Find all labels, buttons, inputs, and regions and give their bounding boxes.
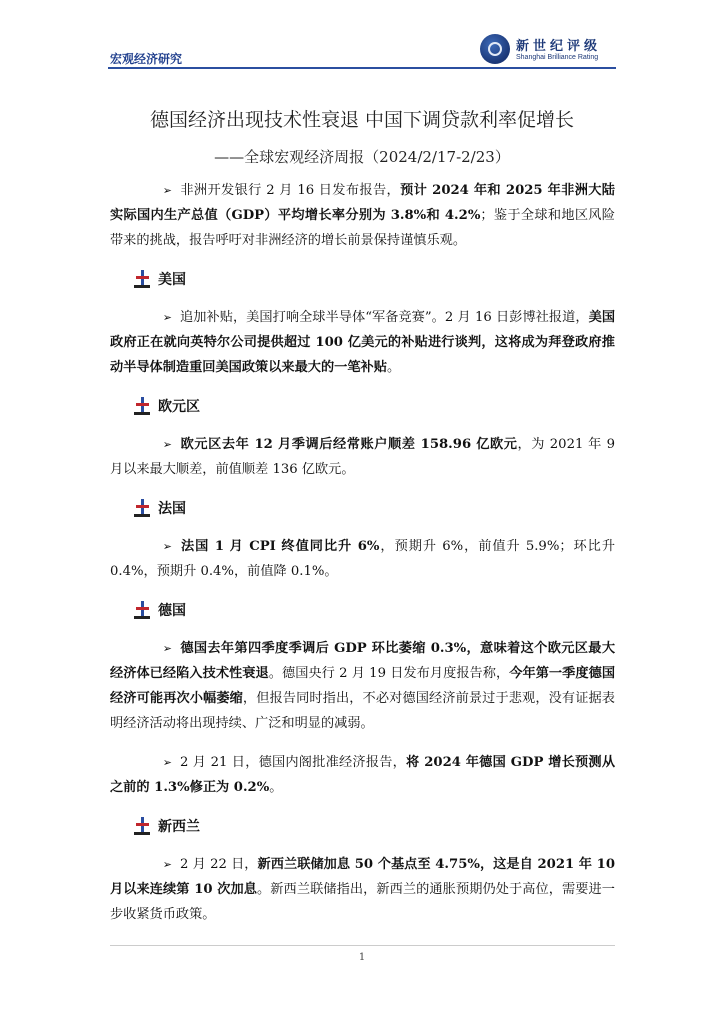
- bullet-arrow-icon: ➢: [162, 438, 172, 451]
- text-run: ，为 2021 年 9 月以来最大顺差，前值顺差 136 亿欧元。: [110, 437, 616, 477]
- bold-text-run: 欧元区去年 12 月季调后经常账户顺差 158.96 亿欧元: [180, 437, 518, 452]
- header-section-name: 宏观经济研究: [110, 52, 183, 66]
- us-paragraph: [110, 305, 615, 380]
- bullet-arrow-icon: ➢: [162, 642, 172, 655]
- section-marker-icon: [134, 270, 150, 288]
- intro-paragraph: [110, 178, 615, 253]
- section-marker-icon: [134, 817, 150, 835]
- logo-emblem-icon: [480, 34, 510, 64]
- document-title: 德国经济出现技术性衰退 中国下调贷款利率促增长: [149, 109, 575, 131]
- section-heading-nz: [134, 814, 615, 838]
- text-run: 。: [386, 360, 401, 375]
- document-subtitle: ——全球宏观经济周报（2024/2/17-2/23）: [214, 148, 510, 166]
- section-heading-germany: [134, 598, 615, 622]
- section-heading-euro: [134, 394, 615, 418]
- logo-chinese-text: 新世纪评级: [516, 39, 602, 54]
- text-run: 2 月 21 日，德国内阁批准经济报告，: [180, 755, 407, 770]
- bold-text-run: 法国 1 月 CPI 终值同比升 6%: [180, 539, 380, 554]
- text-run: 非洲开发银行 2 月 16 日发布报告，: [180, 183, 401, 198]
- bold-text-run: 今年第一季度德国经济可能再次小幅萎缩: [110, 666, 616, 706]
- bold-text-run: 新西兰联储加息 50 个基点至 4.75%，这是自 2021 年 10 月以来连续第 10 次加息: [110, 857, 616, 897]
- france-paragraph: [110, 534, 615, 584]
- bullet-arrow-icon: ➢: [162, 184, 172, 197]
- text-run: 追加补贴，美国打响全球半导体“军备竞赛”。2 月 16 日彭博社报道，: [180, 310, 589, 325]
- bold-text-run: 将 2024 年德国 GDP 增长预测从之前的 1.3%修正为 0.2%: [110, 755, 616, 795]
- section-title: 法国: [158, 501, 186, 517]
- section-title: 德国: [158, 603, 186, 619]
- bullet-arrow-icon: ➢: [162, 858, 172, 871]
- germany-paragraph-2: [110, 750, 615, 800]
- euro-paragraph: [110, 432, 615, 482]
- header-divider: [108, 67, 616, 69]
- nz-paragraph: [110, 852, 615, 927]
- section-heading-france: [134, 496, 615, 520]
- bold-text-run: 德国去年第四季度季调后 GDP 环比萎缩 0.3%，意味着这个欧元区最大经济体已经陷入技术性衰退: [110, 641, 615, 681]
- germany-paragraph-1: [110, 636, 615, 736]
- bold-text-run: 预计 2024 年和 2025 年非洲大陆实际国内生产总值（GDP）平均增长率分别为 3.8%和 4.2%: [110, 183, 615, 223]
- text-run: ，但报告同时指出，不必对德国经济前景过于悲观，没有证据表明经济活动将出现持续、广泛和明显的减弱。: [110, 691, 615, 731]
- section-title: 欧元区: [158, 399, 200, 415]
- text-run: 2 月 22 日，: [180, 857, 258, 872]
- bullet-arrow-icon: ➢: [162, 540, 172, 553]
- bullet-arrow-icon: ➢: [162, 756, 172, 769]
- text-run: ；鉴于全球和地区风险带来的挑战，报告呼吁对非洲经济的增长前景保持谨慎乐观。: [110, 208, 615, 248]
- section-title: 美国: [158, 272, 186, 288]
- text-run: ，预期升 6%，前值升 5.9%；环比升 0.4%，预期升 0.4%，前值降 0.1%。: [110, 539, 616, 579]
- section-heading-us: [134, 267, 615, 291]
- document-body: [110, 178, 615, 941]
- section-marker-icon: [134, 499, 150, 517]
- bullet-arrow-icon: ➢: [162, 311, 172, 324]
- section-title: 新西兰: [158, 819, 200, 835]
- page-number: 1: [358, 952, 366, 963]
- section-marker-icon: [134, 397, 150, 415]
- bold-text-run: 美国政府正在就向英特尔公司提供超过 100 亿美元的补贴进行谈判，这将成为拜登政府推动半导体制造重回美国政策以来最大的一笔补贴: [110, 310, 616, 375]
- section-marker-icon: [134, 601, 150, 619]
- page-header: [0, 0, 724, 70]
- text-run: 。德国央行 2 月 19 日发布月度报告称，: [268, 666, 510, 681]
- logo-english-text: Shanghai Brilliance Rating: [516, 54, 599, 61]
- text-run: 。新西兰联储指出，新西兰的通胀预期仍处于高位，需要进一步收紧货币政策。: [110, 882, 615, 922]
- footer-divider: [110, 945, 615, 946]
- company-logo: [480, 34, 620, 66]
- text-run: 。: [269, 780, 283, 795]
